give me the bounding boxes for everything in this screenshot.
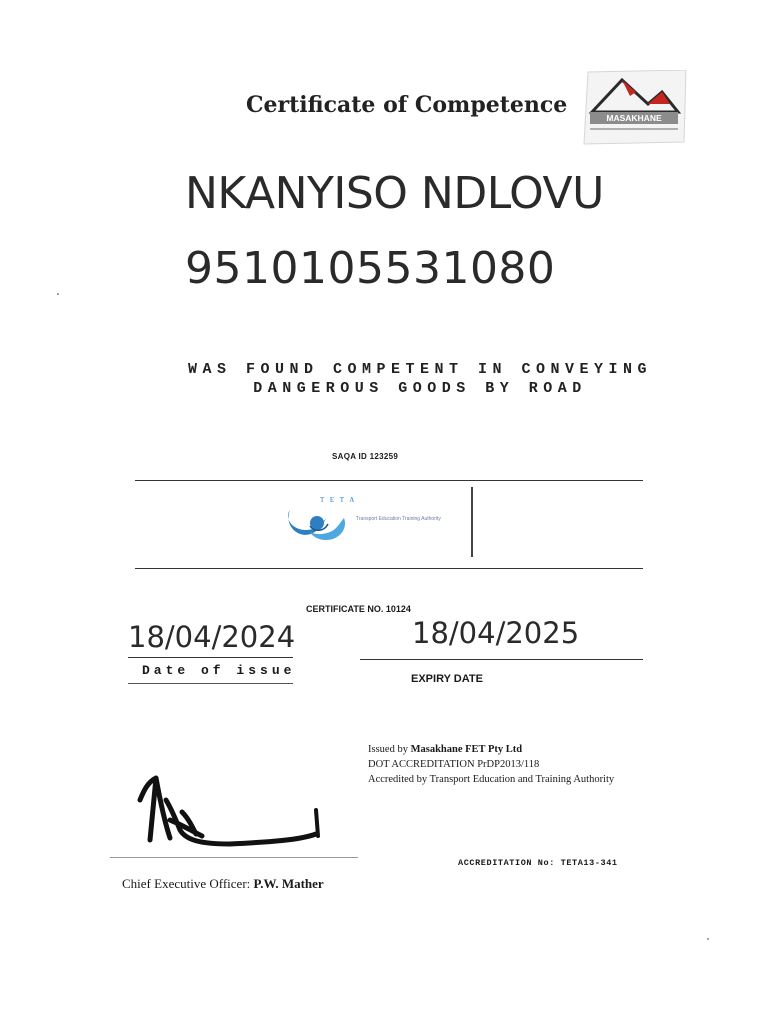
accredited-by: Accredited by Transport Education and Training Authority xyxy=(368,774,615,785)
expiry-date: 18/04/2025 xyxy=(412,616,580,650)
issue-date-line xyxy=(128,657,293,658)
issue-label-underline xyxy=(128,683,293,684)
issue-date-label: Date of issue xyxy=(142,663,296,678)
certificate-number: CERTIFICATE NO. 10124 xyxy=(306,604,411,614)
ceo-signature xyxy=(130,760,330,860)
issuer-name: Masakhane FET Pty Ltd xyxy=(410,744,523,755)
saqa-id: SAQA ID 123259 xyxy=(332,452,399,461)
ceo-caption xyxy=(122,876,324,892)
masakhane-logo xyxy=(578,70,690,148)
competence-statement xyxy=(150,360,690,398)
issuer-block xyxy=(368,742,614,787)
ceo-name: P.W. Mather xyxy=(253,876,324,891)
accreditation-number: ACCREDITATION No: TETA13-341 xyxy=(458,858,618,868)
competence-line-1: WAS FOUND COMPETENT IN CONVEYING xyxy=(187,361,653,378)
divider-top xyxy=(135,480,643,481)
certificate-title: Certificate of Competence xyxy=(246,92,568,118)
teta-divider xyxy=(471,487,473,557)
teta-logo xyxy=(282,488,482,558)
holder-id-number: 9510105531080 xyxy=(185,243,556,294)
signature-line xyxy=(110,857,358,858)
expiry-date-line xyxy=(360,659,643,660)
divider-bottom xyxy=(135,568,643,569)
ceo-role: Chief Executive Officer: xyxy=(122,876,251,891)
expiry-date-label: EXPIRY DATE xyxy=(411,673,483,685)
dot-accreditation: DOT ACCREDITATION PrDP2013/118 xyxy=(368,759,540,770)
scan-speck xyxy=(57,293,59,295)
issued-by-line xyxy=(368,742,614,757)
issue-date: 18/04/2024 xyxy=(128,620,296,654)
svg-text:T E T A: T E T A xyxy=(320,496,357,504)
scan-speck xyxy=(707,938,709,940)
teta-caption: Transport Education Training Authority xyxy=(356,516,441,522)
holder-name: NKANYISO NDLOVU xyxy=(185,168,604,219)
competence-line-2: DANGEROUS GOODS BY ROAD xyxy=(253,380,587,397)
issued-by-prefix: Issued by xyxy=(368,744,408,755)
svg-text:MASAKHANE: MASAKHANE xyxy=(606,113,662,123)
